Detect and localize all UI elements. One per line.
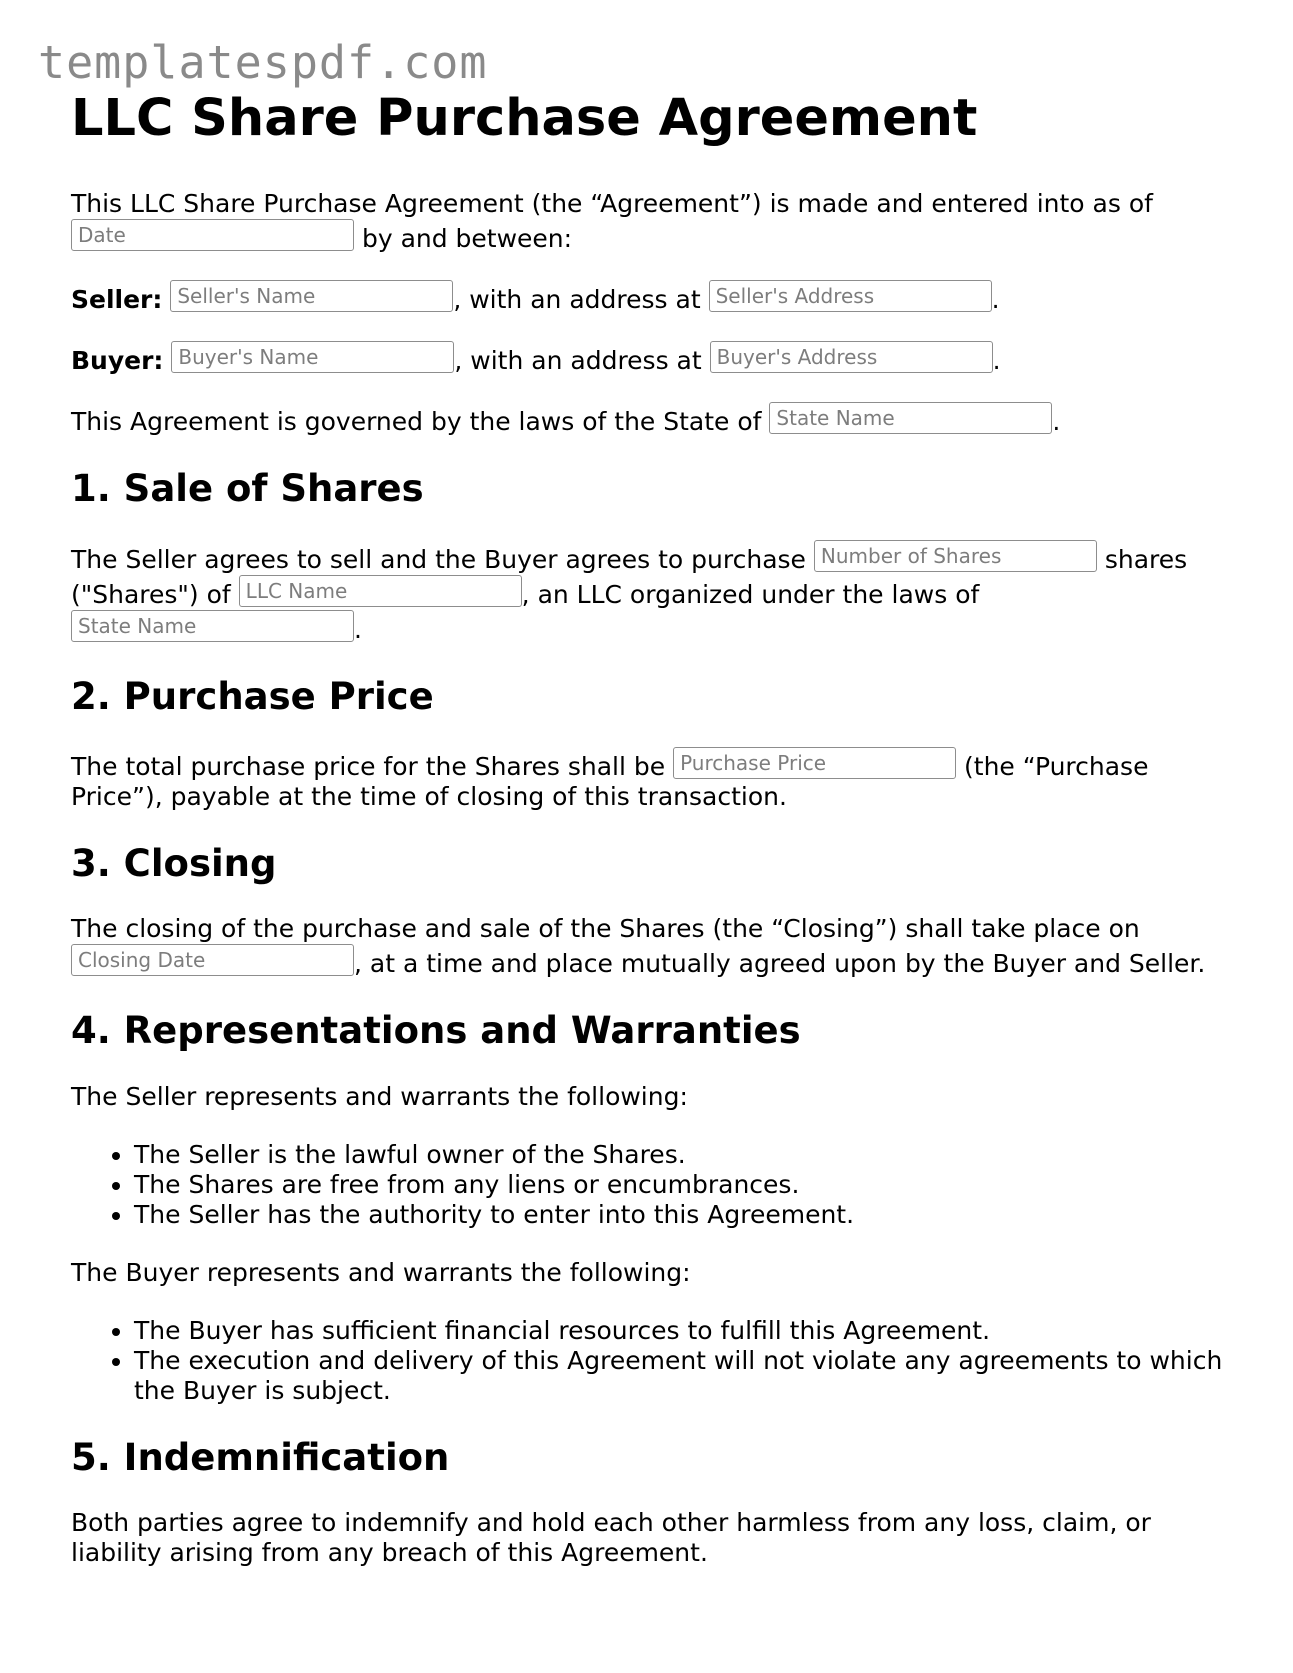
list-item: • The Seller has the authority to enter into this Agreement. bbox=[134, 1200, 1231, 1230]
closing-date-field[interactable]: Closing Date bbox=[71, 944, 354, 976]
section-heading-closing: 3. Closing bbox=[71, 841, 277, 885]
buyer-address-field[interactable]: Buyer's Address bbox=[710, 341, 993, 373]
sale-end: . bbox=[354, 614, 362, 644]
buyer-name-field[interactable]: Buyer's Name bbox=[171, 341, 454, 373]
list-item: • The execution and delivery of this Agreement will not violate any agreements to which the Buyer is subject. bbox=[134, 1346, 1231, 1406]
sale-text-a: The Seller agrees to sell and the Buyer agrees to purchase bbox=[71, 544, 806, 574]
buyer-warranties-list bbox=[71, 1316, 1231, 1406]
page-title: LLC Share Purchase Agreement bbox=[71, 89, 978, 148]
section-heading-representations: 4. Representations and Warranties bbox=[71, 1009, 801, 1053]
governing-text: This Agreement is governed by the laws of the State of bbox=[71, 407, 762, 437]
buyer-warranties-intro: The Buyer represents and warrants the following: bbox=[71, 1257, 691, 1287]
sale-text-c: , an LLC organized under the laws of bbox=[521, 579, 980, 609]
buyer-end: . bbox=[992, 346, 1001, 376]
governing-state-field[interactable]: State Name bbox=[769, 402, 1052, 434]
document-page bbox=[71, 88, 1231, 1596]
list-item: • The Seller is the lawful owner of the Shares. bbox=[134, 1140, 1231, 1170]
price-text-b: (the “Purchase Price”), payable at the time of closing of this transaction. bbox=[71, 751, 1149, 811]
buyer-line bbox=[71, 341, 1231, 376]
list-item: • The Shares are free from any liens or encumbrances. bbox=[134, 1170, 1231, 1200]
purchase-price-field[interactable]: Purchase Price bbox=[673, 747, 956, 779]
seller-label: Seller: bbox=[71, 285, 163, 315]
section-heading-indemnification: 5. Indemnification bbox=[71, 1435, 450, 1479]
price-text-a: The total purchase price for the Shares shall be bbox=[71, 751, 666, 781]
closing-text-a: The closing of the purchase and sale of the Shares (the “Closing”) shall take place on bbox=[71, 914, 1140, 944]
price-paragraph bbox=[71, 747, 1231, 812]
llc-name-field[interactable]: LLC Name bbox=[239, 575, 522, 607]
intro-text-after: by and between: bbox=[361, 224, 573, 254]
llc-state-field[interactable]: State Name bbox=[71, 610, 354, 642]
closing-text-b: , at a time and place mutually agreed upon by the Buyer and Seller. bbox=[354, 949, 1206, 979]
seller-warranties-intro: The Seller represents and warrants the following: bbox=[71, 1081, 688, 1111]
governing-law-line bbox=[71, 402, 1231, 437]
list-item: • The Buyer has sufficient financial resources to fulfill this Agreement. bbox=[134, 1316, 1231, 1346]
date-field[interactable]: Date bbox=[71, 219, 354, 251]
closing-paragraph bbox=[71, 914, 1231, 979]
watermark: templatespdf.com bbox=[38, 36, 488, 89]
seller-end: . bbox=[991, 285, 1000, 315]
intro-text: This LLC Share Purchase Agreement (the “Agreement”) is made and entered into as of bbox=[71, 189, 1153, 219]
governing-end: . bbox=[1052, 407, 1061, 437]
indemnification-paragraph: Both parties agree to indemnify and hold each other harmless from any loss, claim, or liability arising from any breach of this Agreement. bbox=[71, 1508, 1151, 1568]
section-heading-price: 2. Purchase Price bbox=[71, 674, 434, 718]
seller-warranties-list bbox=[71, 1140, 1231, 1230]
sale-text-b: shares ("Shares") of bbox=[71, 544, 1188, 609]
seller-address-field[interactable]: Seller's Address bbox=[709, 280, 992, 312]
intro-paragraph bbox=[71, 189, 1231, 254]
buyer-mid-text: , with an address at bbox=[454, 346, 702, 376]
number-of-shares-field[interactable]: Number of Shares bbox=[814, 540, 1097, 572]
sale-paragraph bbox=[71, 540, 1231, 645]
seller-line bbox=[71, 280, 1231, 315]
seller-mid-text: , with an address at bbox=[453, 285, 701, 315]
section-heading-sale: 1. Sale of Shares bbox=[71, 467, 424, 511]
seller-name-field[interactable]: Seller's Name bbox=[170, 280, 453, 312]
buyer-label: Buyer: bbox=[71, 346, 164, 376]
